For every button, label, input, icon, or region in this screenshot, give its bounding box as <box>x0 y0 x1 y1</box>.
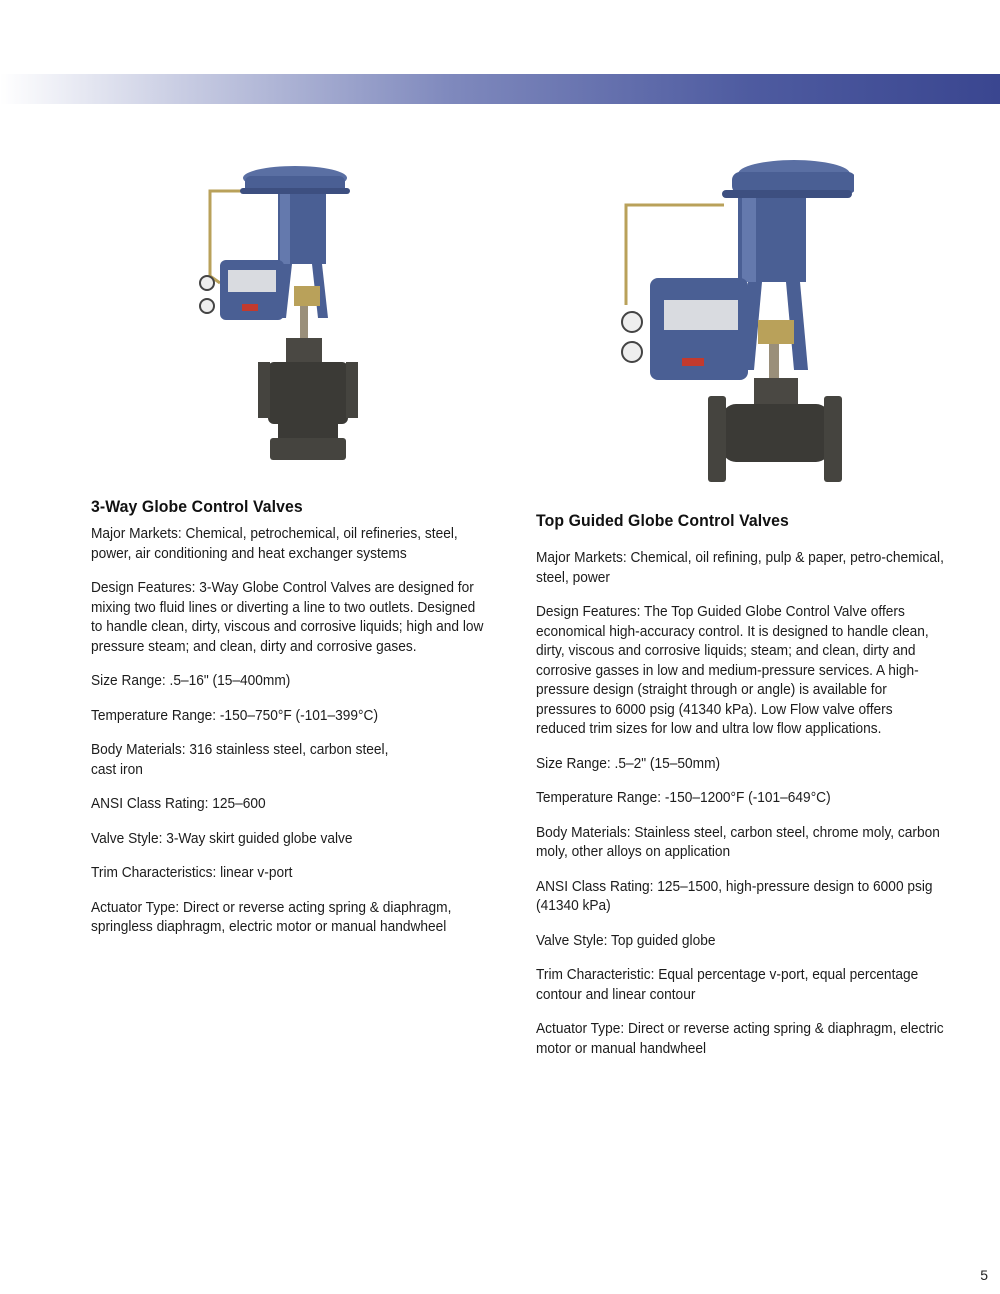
spec-body-materials: Body Materials: 316 stainless steel, carbon steel, cast iron <box>91 742 389 778</box>
spec-temperature-range: Temperature Range: -150–750°F (-101–399°C) <box>91 707 379 724</box>
spec-major-markets: Major Markets: Chemical, oil refining, pulp & paper, petro-chemical, steel, power <box>536 550 944 586</box>
spec-design-features: Design Features: 3-Way Globe Control Valves are designed for mixing two fluid lines or diverting a line to two outlets. Designed to handle clean, dirty, viscous and corrosive liquids; high and low pressure steam; and clean, dirty and corrosive gases. <box>91 580 484 655</box>
three-way-valve-photo <box>190 158 375 463</box>
spec-ansi-class-rating: ANSI Class Rating: 125–600 <box>91 796 266 812</box>
section-title: 3-Way Globe Control Valves <box>91 497 303 516</box>
section-title: Top Guided Globe Control Valves <box>536 511 789 530</box>
top-guided-valve-photo <box>604 160 854 482</box>
spec-ansi-class-rating: ANSI Class Rating: 125–1500, high-pressure design to 6000 psig (41340 kPa) <box>536 878 933 914</box>
spec-trim-characteristic: Trim Characteristic: Equal percentage v-port, equal percentage contour and linear contour <box>536 967 919 1003</box>
header-gradient-band <box>0 74 1000 104</box>
spec-design-features: Design Features: The Top Guided Globe Control Valve offers economical high-accuracy control. It is designed to handle clean, dirty, viscous and corrosive liquids; steam; and clean, dirty and corrosive gasses in low and medium-pressure services. A high-pressure design (straight through or angle) is available for pressures to 6000 psig (41340 kPa). Low Flow valve offers reduced trim sizes for low and ultra low flow applications. <box>536 604 929 737</box>
spec-size-range: Size Range: .5–16" (15–400mm) <box>91 673 291 689</box>
spec-actuator-type: Actuator Type: Direct or reverse acting spring & diaphragm, springless diaphragm, electric motor or manual handwheel <box>91 899 452 935</box>
spec-temperature-range: Temperature Range: -150–1200°F (-101–649°C) <box>536 790 831 806</box>
three-way-valve-section <box>91 497 501 953</box>
spec-actuator-type: Actuator Type: Direct or reverse acting spring & diaphragm, electric motor or manual handwheel <box>536 1021 944 1057</box>
spec-valve-style: Valve Style: Top guided globe <box>536 932 716 949</box>
spec-major-markets: Major Markets: Chemical, petrochemical, oil refineries, steel, power, air conditioning and heat exchanger systems <box>91 526 458 562</box>
spec-trim-characteristics: Trim Characteristics: linear v-port <box>91 865 293 881</box>
spec-valve-style: Valve Style: 3-Way skirt guided globe valve <box>91 830 353 847</box>
top-guided-valve-section <box>536 511 946 1074</box>
page-number: 5 <box>980 1267 988 1283</box>
spec-body-materials: Body Materials: Stainless steel, carbon steel, chrome moly, carbon moly, other alloys on application <box>536 824 940 860</box>
spec-size-range: Size Range: .5–2" (15–50mm) <box>536 755 721 772</box>
